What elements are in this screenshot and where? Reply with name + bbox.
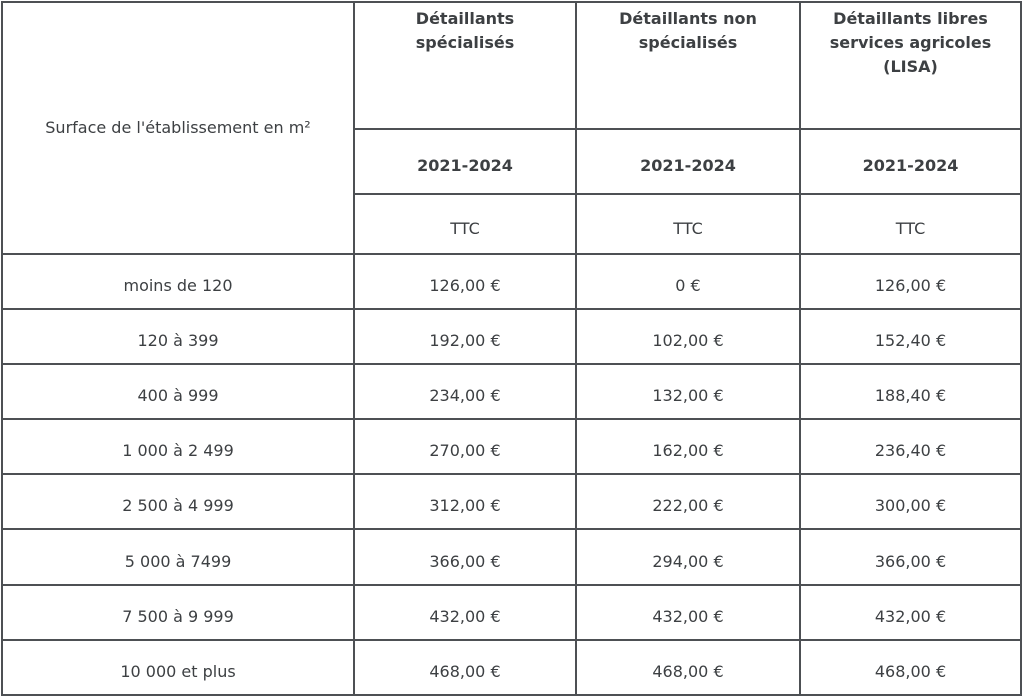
price-cell: 192,00 € [354, 309, 576, 364]
period-cell-lisa: 2021-2024 [800, 129, 1021, 193]
price-cell: 432,00 € [800, 585, 1021, 640]
tax-cell-non-specialises: TTC [576, 194, 800, 254]
tax-cell-lisa: TTC [800, 194, 1021, 254]
price-cell: 366,00 € [800, 529, 1021, 584]
surface-cell: 7 500 à 9 999 [2, 585, 354, 640]
price-cell: 468,00 € [576, 640, 800, 695]
price-cell: 188,40 € [800, 364, 1021, 419]
surface-cell: 5 000 à 7499 [2, 529, 354, 584]
table-row-5000-7499 [2, 529, 1021, 584]
price-cell: 366,00 € [354, 529, 576, 584]
table-row-7500-9999 [2, 585, 1021, 640]
price-cell: 162,00 € [576, 419, 800, 474]
price-cell: 468,00 € [354, 640, 576, 695]
header-row-categories [2, 2, 1021, 129]
table-row-120-399 [2, 309, 1021, 364]
tax-cell-specialises: TTC [354, 194, 576, 254]
column-header-detaillants-non-specialises: Détaillants non spécialisés [576, 2, 800, 129]
column-header-detaillants-lisa: Détaillants libres services agricoles (LISA) [800, 2, 1021, 129]
period-cell-non-specialises: 2021-2024 [576, 129, 800, 193]
price-cell: 312,00 € [354, 474, 576, 529]
price-cell: 234,00 € [354, 364, 576, 419]
table-row-1000-2499 [2, 419, 1021, 474]
price-cell: 126,00 € [354, 254, 576, 309]
price-cell: 468,00 € [800, 640, 1021, 695]
price-cell: 126,00 € [800, 254, 1021, 309]
surface-cell: moins de 120 [2, 254, 354, 309]
surface-cell: 10 000 et plus [2, 640, 354, 695]
surface-cell: 120 à 399 [2, 309, 354, 364]
price-cell: 0 € [576, 254, 800, 309]
table-row-moins-de-120 [2, 254, 1021, 309]
price-cell: 432,00 € [576, 585, 800, 640]
price-cell: 102,00 € [576, 309, 800, 364]
price-cell: 300,00 € [800, 474, 1021, 529]
table-row-10000-et-plus [2, 640, 1021, 695]
table-row-400-999 [2, 364, 1021, 419]
surface-cell: 1 000 à 2 499 [2, 419, 354, 474]
tariff-table [1, 1, 1022, 696]
price-cell: 432,00 € [354, 585, 576, 640]
price-cell: 270,00 € [354, 419, 576, 474]
price-cell: 152,40 € [800, 309, 1021, 364]
price-cell: 294,00 € [576, 529, 800, 584]
table-row-2500-4999 [2, 474, 1021, 529]
price-cell: 222,00 € [576, 474, 800, 529]
price-cell: 236,40 € [800, 419, 1021, 474]
surface-cell: 2 500 à 4 999 [2, 474, 354, 529]
period-cell-specialises: 2021-2024 [354, 129, 576, 193]
column-header-detaillants-specialises: Détaillants spécialisés [354, 2, 576, 129]
price-cell: 132,00 € [576, 364, 800, 419]
surface-column-header: Surface de l'établissement en m² [2, 2, 354, 254]
surface-cell: 400 à 999 [2, 364, 354, 419]
